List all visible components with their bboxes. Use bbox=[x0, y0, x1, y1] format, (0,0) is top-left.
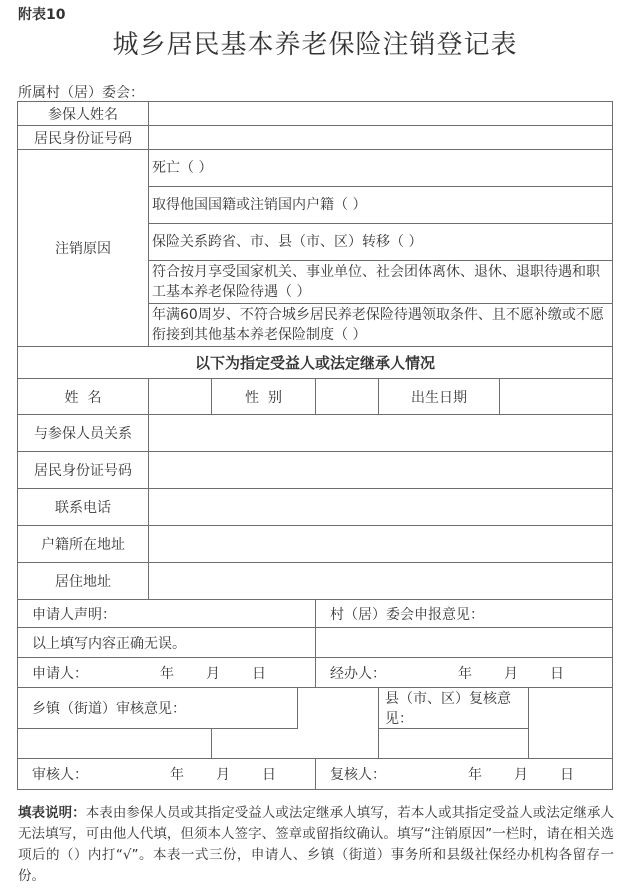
village-committee-label: 所属村（居）委会： bbox=[18, 85, 144, 101]
committee-opinion-label: 村（居）委会申报意见： bbox=[316, 600, 613, 628]
county-opinion-field-left[interactable] bbox=[379, 729, 529, 759]
township-opinion-field-mid[interactable] bbox=[212, 729, 379, 759]
beneficiary-birth-label: 出生日期 bbox=[379, 379, 500, 415]
beneficiary-address-label: 居住地址 bbox=[18, 563, 149, 600]
auditor-year: 年 bbox=[170, 767, 184, 783]
applicant-sign-row[interactable] bbox=[18, 658, 316, 688]
handler-day: 日 bbox=[550, 665, 564, 682]
beneficiary-household-field[interactable] bbox=[149, 526, 613, 563]
cancel-reason-label: 注销原因 bbox=[18, 150, 149, 347]
handler-sign-row[interactable] bbox=[316, 658, 613, 688]
notes-text: 本表由参保人员或其指定受益人或法定继承人填写，若本人或其指定受益人或法定继承人无法填写，可由他人代填，但须本人签字、签章或留指纹确认。填写“注销原因”一栏时，请在相关选项后的（）内打“√”。本表一式三份，申请人、乡镇（街道）事务所和县级社保经办机构各留存一份。 bbox=[18, 805, 615, 884]
beneficiary-household-label: 户籍所在地址 bbox=[18, 526, 149, 563]
reason-option-death[interactable]: 死亡（ ） bbox=[149, 150, 613, 187]
county-opinion-field-mid[interactable] bbox=[529, 729, 613, 759]
beneficiary-address-field[interactable] bbox=[149, 563, 613, 600]
reviewer-sign-row[interactable] bbox=[316, 759, 613, 790]
reviewer-year: 年 bbox=[468, 767, 482, 783]
reviewer-label: 复核人： bbox=[330, 767, 386, 783]
county-opinion-field-right[interactable] bbox=[529, 688, 613, 729]
auditor-sign-row[interactable] bbox=[18, 759, 316, 790]
auditor-day: 日 bbox=[262, 767, 276, 783]
reason-option-foreign-nationality[interactable]: 取得他国国籍或注销国内户籍（ ） bbox=[149, 187, 613, 224]
reviewer-month: 月 bbox=[514, 767, 528, 783]
reason-option-retirement[interactable]: 符合按月享受国家机关、事业单位、社会团体离休、退休、退职待遇和职工基本养老保险待遇（ ） bbox=[149, 261, 613, 304]
county-opinion-label: 县（市、区）复核意见： bbox=[379, 688, 529, 729]
beneficiary-section-title: 以下为指定受益人或法定继承人情况 bbox=[18, 347, 613, 379]
applicant-year: 年 bbox=[160, 665, 174, 682]
township-opinion-field-right[interactable] bbox=[298, 688, 379, 729]
insured-id-label: 居民身份证号码 bbox=[18, 126, 149, 150]
form-notes bbox=[18, 803, 614, 887]
handler-year: 年 bbox=[458, 665, 472, 682]
beneficiary-birth-field[interactable] bbox=[500, 379, 613, 415]
beneficiary-gender-label: 性 别 bbox=[212, 379, 316, 415]
insured-id-field[interactable] bbox=[149, 126, 613, 150]
beneficiary-id-label: 居民身份证号码 bbox=[18, 452, 149, 489]
committee-opinion-field[interactable] bbox=[316, 628, 613, 658]
beneficiary-gender-field[interactable] bbox=[316, 379, 379, 415]
appendix-label: 附表10 bbox=[18, 7, 66, 23]
handler-month: 月 bbox=[504, 665, 518, 682]
beneficiary-phone-field[interactable] bbox=[149, 489, 613, 526]
beneficiary-name-label: 姓 名 bbox=[18, 379, 149, 415]
applicant-day: 日 bbox=[252, 665, 266, 682]
reviewer-day: 日 bbox=[560, 767, 574, 783]
form-title: 城乡居民基本养老保险注销登记表 bbox=[112, 30, 518, 60]
insured-name-label: 参保人姓名 bbox=[18, 102, 149, 126]
beneficiary-name-field[interactable] bbox=[149, 379, 212, 415]
township-opinion-field-left[interactable] bbox=[18, 729, 212, 759]
applicant-month: 月 bbox=[206, 665, 220, 682]
handler-label: 经办人： bbox=[330, 665, 386, 682]
notes-label: 填表说明： bbox=[18, 805, 86, 821]
auditor-label: 审核人： bbox=[32, 767, 88, 783]
beneficiary-relation-label: 与参保人员关系 bbox=[18, 415, 149, 452]
beneficiary-phone-label: 联系电话 bbox=[18, 489, 149, 526]
cancellation-form-table bbox=[17, 101, 613, 790]
auditor-month: 月 bbox=[216, 767, 230, 783]
beneficiary-relation-field[interactable] bbox=[149, 415, 613, 452]
beneficiary-id-field[interactable] bbox=[149, 452, 613, 489]
township-opinion-label: 乡镇（街道）审核意见： bbox=[18, 688, 298, 729]
insured-name-field[interactable] bbox=[149, 102, 613, 126]
applicant-label: 申请人： bbox=[32, 665, 88, 682]
applicant-declaration-label: 申请人声明： bbox=[18, 600, 316, 628]
reason-option-transfer[interactable]: 保险关系跨省、市、县（市、区）转移（ ） bbox=[149, 224, 613, 261]
reason-option-over-60[interactable]: 年满60周岁、不符合城乡居民养老保险待遇领取条件、且不愿补缴或不愿衔接到其他基本养老保险制度（ ） bbox=[149, 304, 613, 347]
applicant-statement: 以上填写内容正确无误。 bbox=[18, 628, 316, 658]
